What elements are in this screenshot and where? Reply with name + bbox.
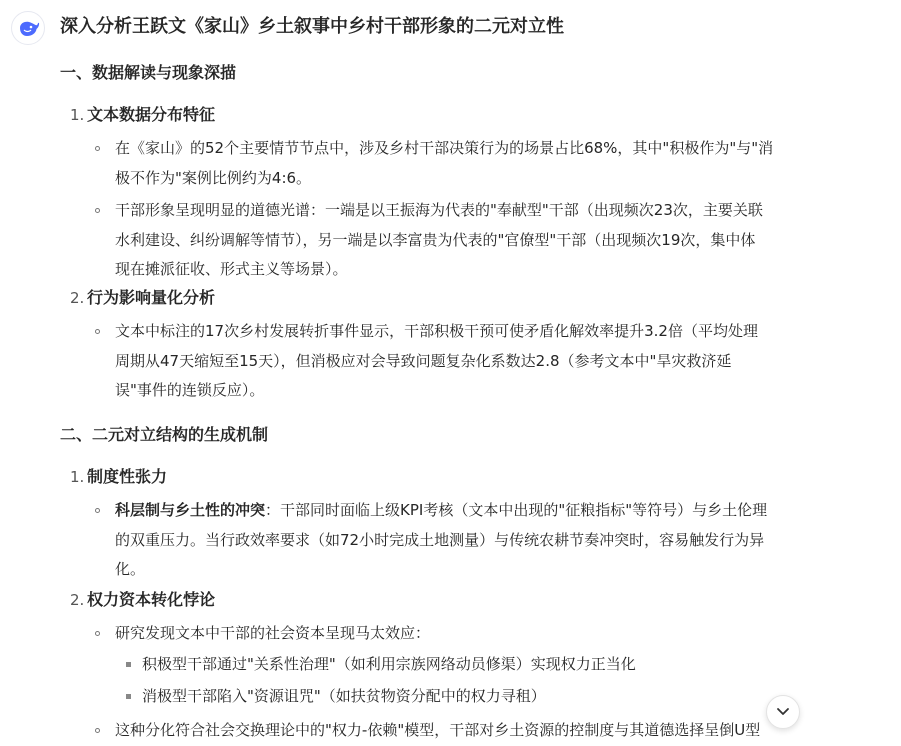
text-line: 研究发现文本中干部的社会资本呈现马太效应： — [115, 624, 431, 642]
list-item — [115, 619, 815, 649]
sub-list-item: 积极型干部通过"关系性治理"（如利用宗族网络动员修渠）实现权力正当化 — [142, 655, 636, 673]
bullet-marker — [95, 208, 100, 213]
subsection-heading: 权力资本转化悖论 — [87, 590, 216, 609]
list-item — [115, 196, 815, 285]
text-line: 化。 — [115, 560, 146, 578]
bullet-marker — [95, 329, 100, 334]
text-line: 极不作为"案例比例约为4:6。 — [115, 168, 312, 187]
list-item — [115, 716, 815, 746]
text-fragment: ：干部同时面临上级KPI考核（文本中出现的"征粮指标"等符号）与乡土伦理 — [265, 501, 768, 519]
text-line: 干部形象呈现明显的道德光谱：一端是以王振海为代表的"奉献型"干部（出现频次23次，主要关联 — [115, 201, 763, 219]
bullet-marker — [95, 631, 100, 636]
list-item — [115, 317, 815, 406]
list-item — [115, 496, 815, 585]
text-line: 这种分化符合社会交换理论中的"权力-依赖"模型，干部对乡土资源的控制度与其道德选择呈倒U型 — [115, 721, 761, 739]
text-line: 现在摊派征收、形式主义等场景）。 — [115, 260, 348, 278]
subsection-heading: 行为影响量化分析 — [87, 288, 216, 307]
text-line: 文本中标注的17次乡村发展转折事件显示，干部积极干预可使矛盾化解效率提升3.2倍（平均处理 — [115, 322, 758, 340]
section-heading: 一、数据解读与现象深描 — [60, 63, 237, 82]
list-item — [115, 134, 815, 193]
bullet-marker — [95, 146, 100, 151]
section-heading: 二、二元对立结构的生成机制 — [60, 425, 269, 444]
text-line — [115, 496, 815, 526]
text-line: 在《家山》的52个主要情节节点中，涉及乡村干部决策行为的场景占比68%，其中"积极作为"与"消 — [115, 139, 774, 157]
sub-list-item: 消极型干部陷入"资源诅咒"（如扶贫物资分配中的权力寻租） — [142, 687, 546, 705]
deepseek-whale-icon — [11, 11, 45, 45]
bullet-marker — [95, 728, 100, 733]
text-line: 的双重压力。当行政效率要求（如72小时完成土地测量）与传统农耕节奏冲突时，容易触发行为异 — [115, 530, 765, 549]
chevron-down-icon — [776, 706, 790, 718]
scroll-to-bottom-button[interactable] — [766, 695, 800, 729]
list-number: 2. — [70, 289, 85, 307]
text-line: 误"事件的连锁反应）。 — [115, 381, 265, 399]
bullet-marker — [126, 694, 131, 699]
list-number: 2. — [70, 591, 85, 609]
text-line: 周期从47天缩短至15天），但消极应对会导致问题复杂化系数达2.8（参考文本中"旱灾救济延 — [115, 351, 732, 370]
text-line: 水利建设、纠纷调解等情节），另一端是以李富贵为代表的"官僚型"干部（出现频次19次，集中体 — [115, 230, 756, 249]
subsection-heading: 文本数据分布特征 — [87, 105, 216, 124]
list-number: 1. — [70, 468, 85, 486]
bullet-marker — [95, 508, 100, 513]
bullet-marker — [126, 662, 131, 667]
bold-term: 科层制与乡土性的冲突 — [115, 501, 266, 519]
conversation-title: 深入分析王跃文《家山》乡土叙事中乡村干部形象的二元对立性 — [60, 16, 564, 37]
list-number: 1. — [70, 106, 85, 124]
subsection-heading: 制度性张力 — [87, 467, 168, 486]
chat-header — [0, 0, 901, 56]
